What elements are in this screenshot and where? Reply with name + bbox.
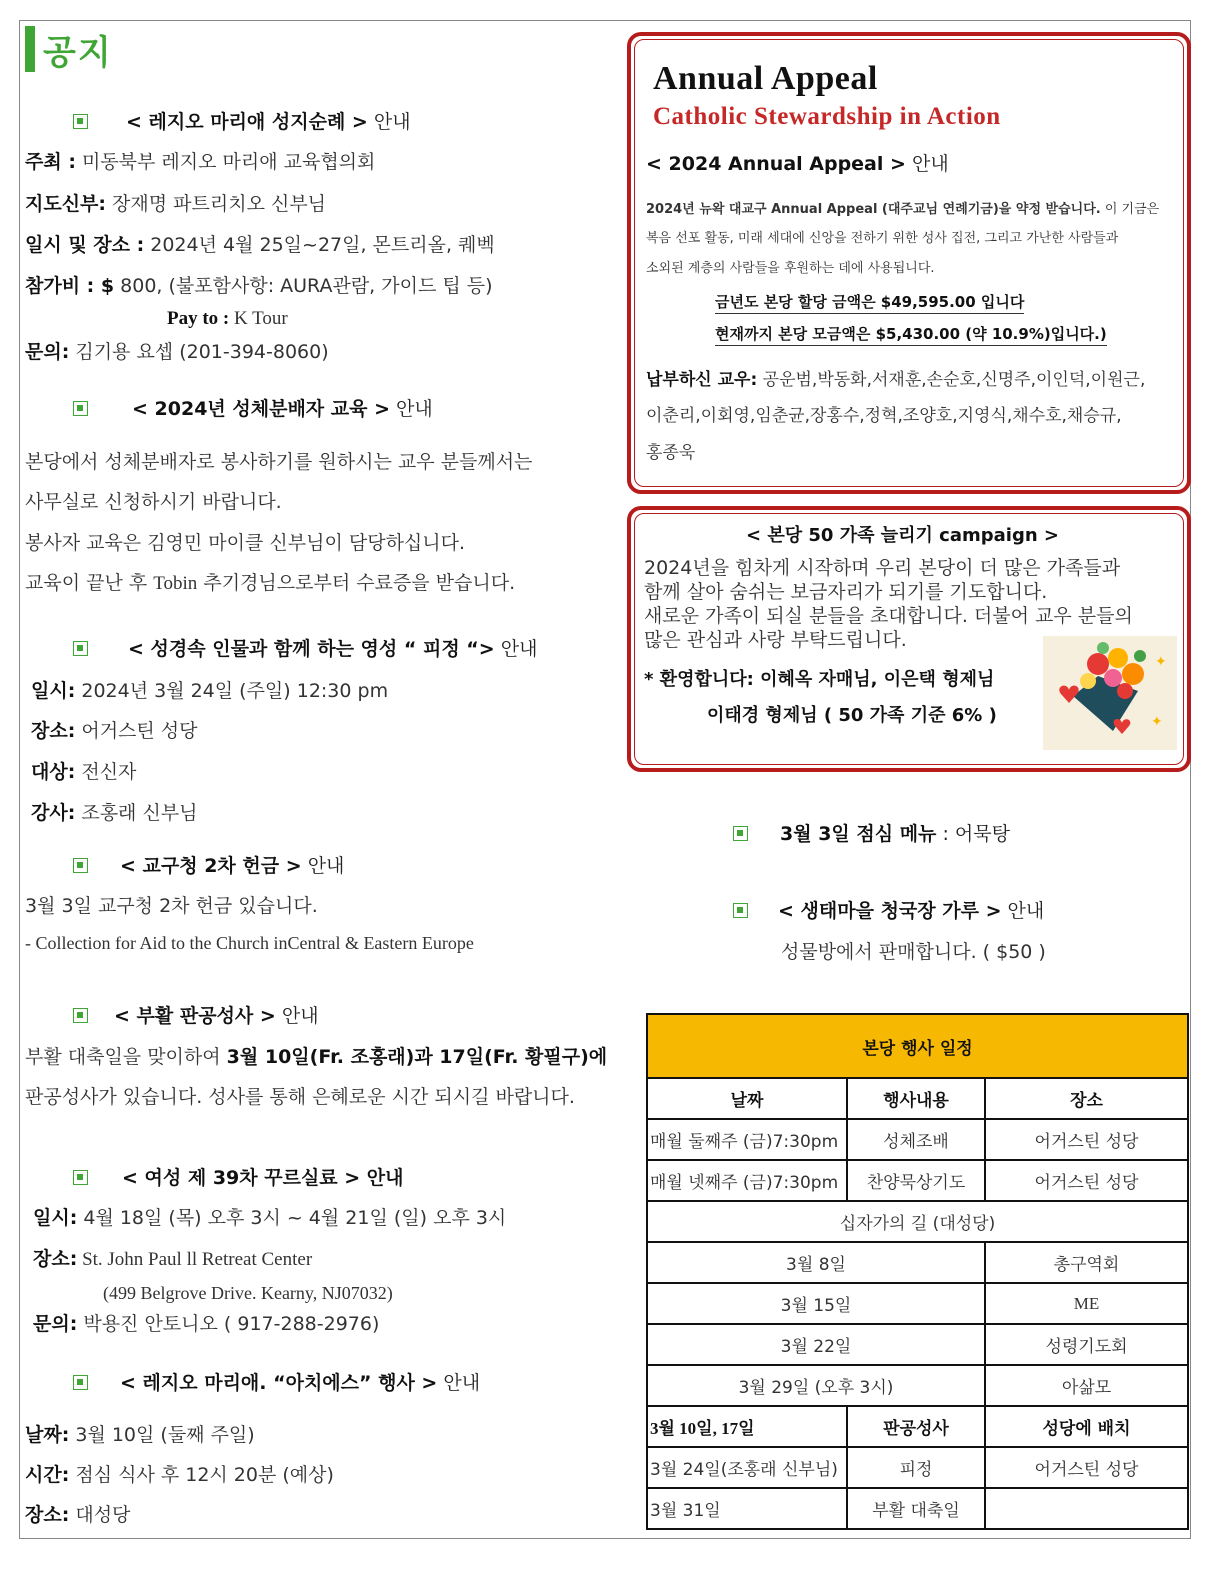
schedule-table	[646, 1013, 1189, 1530]
bullet-square-icon	[73, 1008, 88, 1023]
cell-date: 매월 둘째주 (금)7:30pm	[647, 1119, 847, 1160]
appeal-goal: 금년도 본당 할당 금액은 $49,595.00 입니다	[715, 291, 1024, 312]
cell-place: 어거스틴 성당	[985, 1447, 1188, 1488]
table-row	[647, 1324, 1188, 1365]
collection-header: < 교구청 2차 헌금 > 안내	[73, 854, 344, 878]
table-row	[647, 1242, 1188, 1283]
eucharist-body-2: 사무실로 신청하시기 바랍니다.	[25, 491, 282, 513]
col-event: 행사내용	[847, 1078, 985, 1119]
retreat-speaker: 강사: 조홍래 신부님	[31, 802, 198, 824]
acies-place: 장소: 대성당	[25, 1504, 131, 1526]
table-row	[647, 1119, 1188, 1160]
col-date: 날짜	[647, 1078, 847, 1119]
confession-body-2: 판공성사가 있습니다. 성사를 통해 은혜로운 시간 되시길 바랍니다.	[25, 1086, 575, 1108]
appeal-donors-1: 납부하신 교우: 공운범,박동화,서재훈,손순호,신명주,이인덕,이원근,	[646, 370, 1146, 390]
cell-date: 3월 15일	[647, 1283, 985, 1324]
legio-fee: 참가비 : $ 800, (불포함사항: AURA관람, 가이드 팁 등)	[25, 275, 493, 297]
campaign-welcome-1: * 환영합니다: 이혜옥 자매님, 이은택 형제님	[644, 669, 995, 690]
cell-event: 피정	[847, 1447, 985, 1488]
eucharist-header: < 2024년 성체분배자 교육 > 안내	[73, 397, 433, 421]
campaign-welcome-2: 이태경 형제님 ( 50 가족 기준 6% )	[707, 705, 997, 726]
table-row	[647, 1283, 1188, 1324]
acies-date: 날짜: 3월 10일 (둘째 주일)	[25, 1424, 255, 1446]
table-row	[647, 1201, 1188, 1242]
campaign-body-2: 함께 살아 숨쉬는 보금자리가 되기를 기도합니다.	[644, 581, 1048, 603]
eucharist-body-3: 봉사자 교육은 김영민 마이클 신부님이 담당하십니다.	[25, 532, 466, 554]
confession-header: < 부활 판공성사 > 안내	[73, 1004, 319, 1028]
bullet-square-icon	[73, 641, 88, 656]
bible-retreat-header: < 성경속 인물과 함께 하는 영성 “ 피정 “> 안내	[73, 637, 537, 661]
bullet-square-icon	[73, 1375, 88, 1390]
ecovillage-header: < 생태마을 청국장 가루 > 안내	[733, 899, 1044, 923]
bullet-square-icon	[73, 401, 88, 416]
cell-date: 3월 31일	[647, 1488, 847, 1529]
retreat-date: 일시: 2024년 3월 24일 (주일) 12:30 pm	[31, 680, 389, 702]
title-bar	[25, 26, 35, 72]
campaign-body-3: 새로운 가족이 되실 분들을 초대합니다. 더불어 교우 분들의	[644, 605, 1133, 627]
table-row	[647, 1160, 1188, 1201]
legio-contact: 문의: 김기용 요셉 (201-394-8060)	[25, 341, 329, 363]
collection-body-2: - Collection for Aid to the Church inCentral & Eastern Europe	[25, 933, 474, 953]
svg-text:✦: ✦	[1155, 654, 1167, 670]
notice-title	[25, 24, 113, 74]
cell-group: 아삶모	[985, 1365, 1188, 1406]
cell-place: 어거스틴 성당	[985, 1160, 1188, 1201]
notice-title-text: 공지	[43, 32, 113, 73]
appeal-donors-3: 홍종욱	[646, 443, 696, 463]
cursillo-contact: 문의: 박용진 안토니오 ( 917-288-2976)	[33, 1313, 380, 1335]
appeal-body-1: 2024년 뉴왁 대교구 Annual Appeal (대주교님 연례기금)을 약정 받습니다. 이 기금은	[646, 202, 1160, 217]
eucharist-body-1: 본당에서 성체분배자로 봉사하기를 원하시는 교우 분들께서는	[25, 451, 533, 473]
table-row	[647, 1488, 1188, 1529]
table-row	[647, 1365, 1188, 1406]
cursillo-address: (499 Belgrove Drive. Kearny, NJ07032)	[103, 1283, 393, 1303]
appeal-header: < 2024 Annual Appeal > 안내	[646, 153, 949, 175]
cell-event: 부활 대축일	[847, 1488, 985, 1529]
col-place: 장소	[985, 1078, 1188, 1119]
appeal-donors-2: 이춘리,이회영,임춘균,장홍수,정혁,조양호,지영식,채수호,채승규,	[646, 406, 1122, 426]
campaign-body-4: 많은 관심과 사랑 부탁드립니다.	[644, 629, 907, 651]
lunch-menu: 3월 3일 점심 메뉴 : 어묵탕	[733, 822, 1010, 846]
collection-body-1: 3월 3일 교구청 2차 헌금 있습니다.	[25, 895, 318, 917]
table-header-row	[647, 1078, 1188, 1119]
acies-time: 시간: 점심 식사 후 12시 20분 (예상)	[25, 1464, 334, 1486]
bullet-square-icon	[73, 114, 88, 129]
confession-body-1: 부활 대축일을 맞이하여 3월 10일(Fr. 조홍래)과 17일(Fr. 황필구)에	[25, 1046, 608, 1068]
legio-host: 주최 : 미동북부 레지오 마리애 교육협의회	[25, 151, 376, 173]
appeal-body-3: 소외된 계층의 사람들을 후원하는 데에 사용됩니다.	[646, 261, 935, 276]
bullet-square-icon	[733, 826, 748, 841]
ecovillage-body: 성물방에서 판매합니다. ( $50 )	[781, 941, 1046, 963]
svg-text:✦: ✦	[1151, 714, 1163, 730]
appeal-subtitle: Catholic Stewardship in Action	[653, 103, 1001, 130]
table-row	[647, 1447, 1188, 1488]
retreat-place: 장소: 어거스틴 성당	[31, 720, 198, 742]
cell-place: 성당에 배치	[985, 1406, 1188, 1447]
cell-event: 찬양묵상기도	[847, 1160, 985, 1201]
cell-date: 매월 넷째주 (금)7:30pm	[647, 1160, 847, 1201]
legio-pilgrimage-header: < 레지오 마리애 성지순례 > 안내	[73, 110, 411, 134]
cell-group: 성령기도회	[985, 1324, 1188, 1365]
eucharist-body-4: 교육이 끝난 후 Tobin 추기경님으로부터 수료증을 받습니다.	[25, 572, 516, 594]
cell-date: 3월 29일 (오후 3시)	[647, 1365, 985, 1406]
table-row	[647, 1406, 1188, 1447]
bullet-square-icon	[73, 1170, 88, 1185]
cell-group: 총구역회	[985, 1242, 1188, 1283]
appeal-body-2: 복음 선포 활동, 미래 세대에 신앙을 전하기 위한 성사 집전, 그리고 가난한 사람들과	[646, 231, 1119, 246]
cell-place	[985, 1488, 1188, 1529]
cell-event: 판공성사	[847, 1406, 985, 1447]
cursillo-header: < 여성 제 39차 꾸르실료 > 안내	[73, 1166, 404, 1190]
appeal-title: Annual Appeal	[653, 60, 878, 97]
appeal-raised: 현재까지 본당 모금액은 $5,430.00 (약 10.9%)입니다.)	[715, 323, 1107, 344]
campaign-header: < 본당 50 가족 늘리기 campaign >	[746, 525, 1060, 546]
stations-of-cross: 십자가의 길 (대성당)	[647, 1201, 1188, 1242]
schedule-title: 본당 행사 일정	[647, 1014, 1188, 1078]
cursillo-place: 장소: St. John Paul ll Retreat Center	[33, 1248, 313, 1270]
legio-payto: Pay to : K Tour	[167, 308, 288, 329]
campaign-body-1: 2024년을 힘차게 시작하며 우리 본당이 더 많은 가족들과	[644, 557, 1121, 579]
cell-date: 3월 22일	[647, 1324, 985, 1365]
bullet-square-icon	[733, 903, 748, 918]
cell-event: 성체조배	[847, 1119, 985, 1160]
cell-group: ME	[985, 1283, 1188, 1324]
legio-priest: 지도신부: 장재명 파트리치오 신부님	[25, 193, 327, 215]
bullet-square-icon	[73, 858, 88, 873]
retreat-target: 대상: 전신자	[31, 761, 137, 783]
cell-date: 3월 10일, 17일	[647, 1406, 847, 1447]
cursillo-date: 일시: 4월 18일 (목) 오후 3시 ~ 4월 21일 (일) 오후 3시	[33, 1207, 507, 1229]
acies-header: < 레지오 마리애. “아치에스” 행사 > 안내	[73, 1371, 480, 1395]
flower-bouquet-image	[1043, 636, 1177, 750]
cell-date: 3월 24일(조홍래 신부님)	[647, 1447, 847, 1488]
cell-place: 어거스틴 성당	[985, 1119, 1188, 1160]
legio-date: 일시 및 장소 : 2024년 4월 25일~27일, 몬트리올, 퀘벡	[25, 234, 495, 256]
cell-date: 3월 8일	[647, 1242, 985, 1283]
